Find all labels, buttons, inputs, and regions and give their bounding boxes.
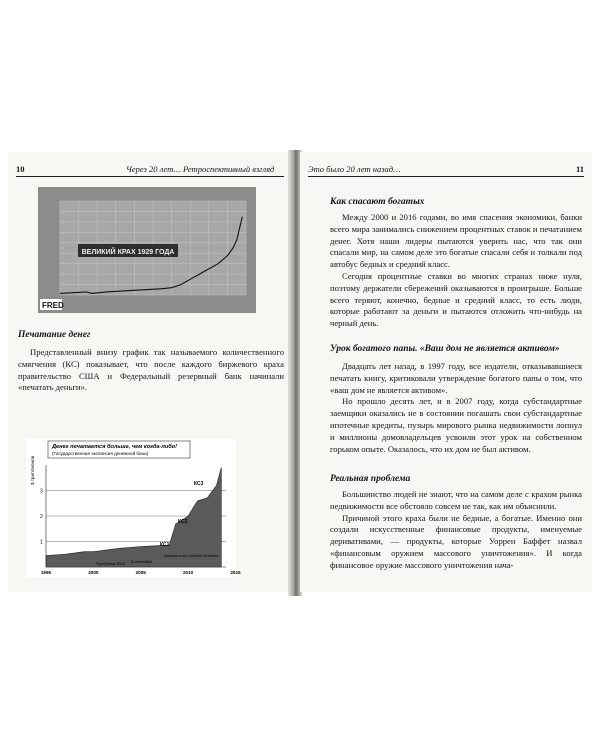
running-title: Через 20 лет… Ретроспективный взгляд <box>126 164 275 174</box>
running-head-right <box>308 164 584 177</box>
x-tick-label: 1995 <box>40 570 52 575</box>
paragraph: Сегодня процентные ставки во многих странах ниже нуля, поэтому держатели сбережений оказываются в проигрыше. Больше всего теряют, конечно, бедные и средний класс, то есть люди, которые работают за деньги и пытаются отложить что-нибудь на черный день. <box>330 270 582 329</box>
money-base-chart-figure <box>26 439 241 577</box>
paragraph: Представленный внизу график так называемого количественного смягчения (КС) показывает, что после каждого биржевого краха правительство США и Федеральный резервный банк начинали «печатать деньги». <box>18 347 284 393</box>
running-head-left <box>16 164 284 177</box>
paragraph: Большинство людей не знают, что на самом деле с крахом рынка недвижимости все обстояло совсем не так, как им объяснили. <box>330 489 582 511</box>
paragraph: Но прошло десять лет, и в 2007 году, когда субстандартные заемщики оказались не в состоянии погашать свои субстандартные ипотечные кредиты, пузырь мирового рынка недвижимости лопнул и миллионы домовладельцев усвоили этот урок на собственном горьком опыте. Оказалось, что их дом не был активом. <box>330 396 582 454</box>
x-tick-label: 2000 <box>88 570 99 575</box>
qe2-label: КС2 <box>178 519 188 525</box>
x-tick-label: 2010 <box>182 570 194 575</box>
paragraph: Причиной этого краха были не бедные, а богатые. Именно они создали искусственные финансовые продукты, именуемые деривативами, — продукты, которые Уоррен Баффет назвал «финансовым оружием массового уничтожения». И когда финансовое оружие массового уничтожения нача- <box>330 512 582 570</box>
qe1-label: КС1 <box>160 542 170 548</box>
paragraph: Между 2000 и 2016 годами, во имя спасения экономики, банки всего мира занимались снижением процентных ставок и печатанием денег. Хотя наши лидеры пытаются уверить нас, что так они спасали мир, на самом деле это богатые спасали себя и толкали под автобус бедных и средний класс. <box>330 212 582 270</box>
y-axis-label: $ триллионов <box>30 455 35 485</box>
y-tick-label: 3 <box>40 488 43 495</box>
body-text <box>330 212 582 330</box>
running-title: Это было 20 лет назад… <box>308 164 401 174</box>
money-base-chart <box>26 439 241 577</box>
chart-title: Денег печатается больше, чем когда-либо! <box>52 444 178 450</box>
x-tick-label: 2015 <box>230 570 241 575</box>
page-number: 11 <box>575 164 584 174</box>
y-tick-label: 1 <box>40 539 43 546</box>
fred-logo: FRED <box>42 301 64 310</box>
paragraph: Двадцать лет назад, в 1997 году, все издатели, отказывавшиеся печатать книгу, критиковали утверждение богатого папы о том, что «ваш дом не является активом». <box>330 361 582 395</box>
section-heading: Печатание денег <box>18 330 91 340</box>
qe3-label: КС3 <box>194 481 204 487</box>
body-text <box>18 347 284 394</box>
left-page <box>8 152 292 592</box>
chart-subtitle: (Государственная экспансия денежной базы) <box>52 451 149 456</box>
body-text <box>330 361 582 455</box>
page-number: 10 <box>16 164 25 174</box>
section-heading: Реальная проблема <box>330 474 411 484</box>
fred-chart <box>38 187 256 313</box>
banner-text: ВЕЛИКИЙ КРАХ 1929 ГОДА <box>81 249 175 256</box>
x-tick-label: 2005 <box>135 570 146 575</box>
right-page <box>300 152 592 592</box>
section-heading: Как спасают богатых <box>330 197 425 207</box>
body-text <box>330 489 582 572</box>
y-tick-label: 2 <box>40 514 43 520</box>
sep11-label: 11 сентября <box>130 559 153 564</box>
lehman-label: Банкротство Lehman Brothers <box>164 553 219 558</box>
problem-2000-label: Проблема 2000 <box>96 561 125 566</box>
fred-chart-figure <box>38 187 256 313</box>
section-heading: Урок богатого папы. «Ваш дом не является активом» <box>330 344 560 354</box>
